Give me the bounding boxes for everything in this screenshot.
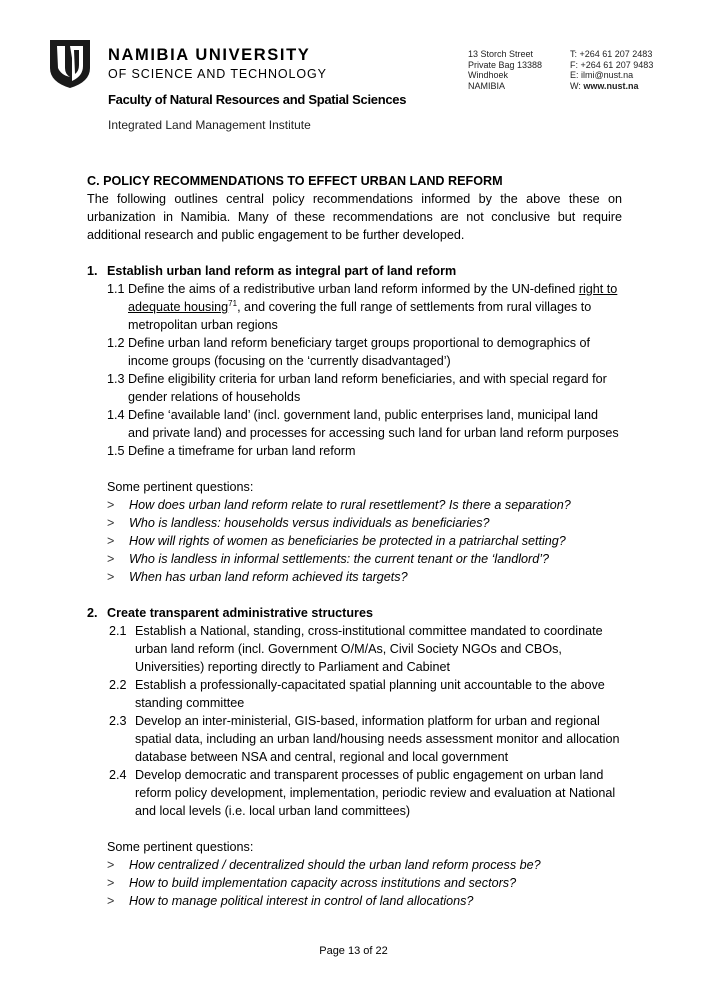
item-number: 2.2: [109, 678, 127, 692]
recommendation-list-2: [87, 622, 622, 820]
subsection-title: Establish urban land reform as integral part of land reform: [107, 264, 457, 278]
faculty-name: Faculty of Natural Resources and Spatial Sciences: [108, 92, 407, 107]
item-number: 1.3: [107, 372, 125, 386]
subsection-number: 1.: [87, 264, 98, 278]
list-item: [87, 622, 622, 676]
question-item: [87, 532, 622, 550]
item-number: 1.1: [107, 282, 125, 296]
question-text: How to build implementation capacity across institutions and sectors?: [129, 876, 517, 890]
page-number: Page 13 of 22: [319, 945, 388, 957]
address-line: Private Bag 13388: [468, 59, 543, 70]
bullet-marker: >: [107, 534, 115, 548]
section-intro: The following outlines central policy recommendations informed by the above these on urbanization in Namibia. Many of these recommendations are not conclusive but require additional research and public engagement to be further developed.: [87, 192, 622, 242]
contact-web-prefix: W:: [570, 80, 584, 91]
list-item: [87, 766, 622, 820]
bullet-marker: >: [107, 570, 115, 584]
address-line: 13 Storch Street: [468, 49, 534, 59]
question-item: [87, 514, 622, 532]
item-number: 2.4: [109, 768, 127, 782]
item-text: Develop an inter-ministerial, GIS-based, information platform for urban and regional spatial data, including an urban land/housing needs assessment monitor and allocation database between NSA and central, regional and local government: [135, 714, 620, 764]
question-text: How will rights of women as beneficiaries be protected in a patriarchal setting?: [129, 534, 566, 548]
address-block: [468, 49, 542, 91]
question-text: Who is landless in informal settlements: the current tenant or the ‘landlord’?: [129, 552, 550, 566]
list-item: [87, 370, 622, 406]
housing-reference-link: right to adequate housing: [128, 282, 618, 314]
questions-intro: Some pertinent questions:: [107, 480, 254, 494]
contact-block: [570, 49, 653, 91]
list-item: [87, 280, 622, 334]
contact-web-line: [570, 81, 653, 92]
item-text: Develop democratic and transparent processes of public engagement on urban land reform policy development, implementation, periodic review and evaluation at National and local levels (i.e. local urban land committees): [135, 768, 616, 818]
subsection-number: 2.: [87, 606, 98, 620]
list-item: [87, 334, 622, 370]
item-text: [128, 280, 622, 334]
section-heading: C. POLICY RECOMMENDATIONS TO EFFECT URBAN LAND REFORM: [87, 174, 503, 188]
list-item: [87, 442, 622, 460]
university-name: NAMIBIA UNIVERSITY: [108, 46, 311, 64]
question-item: [87, 550, 622, 568]
list-item: [87, 406, 622, 442]
item-number: 1.2: [107, 336, 125, 350]
list-item: [87, 712, 622, 766]
item-text: Establish a professionally-capacitated spatial planning unit accountable to the above standing committee: [135, 678, 605, 710]
item-text-part: Define the aims of a redistributive urban land reform informed by the UN-defined: [128, 282, 579, 296]
contact-fax: F: +264 61 207 9483: [570, 59, 654, 70]
bullet-marker: >: [107, 516, 115, 530]
list-item: [87, 676, 622, 712]
question-item: [87, 892, 622, 910]
recommendation-list-1: [87, 280, 622, 460]
question-text: When has urban land reform achieved its targets?: [129, 570, 408, 584]
question-text: How centralized / decentralized should the urban land reform process be?: [129, 858, 541, 872]
item-number: 2.3: [109, 714, 127, 728]
item-text: Establish a National, standing, cross-institutional committee mandated to coordinate urban land reform (incl. Government O/M/As, Civil Society NGOs and CBOs, Universities) reporting directly to Parliament and Cabinet: [135, 624, 603, 674]
bullet-marker: >: [107, 552, 115, 566]
item-text-part: , and covering the full range of settlements from rural villages to metropolitan urban regions: [128, 300, 592, 332]
question-item: [87, 568, 622, 586]
subsection-title: Create transparent administrative structures: [107, 606, 373, 620]
document-body: [87, 172, 622, 910]
footnote-marker: 71: [228, 298, 238, 308]
address-line: NAMIBIA: [468, 80, 506, 91]
subsection-heading-1: [87, 262, 622, 280]
item-number: 1.4: [107, 408, 125, 422]
question-item: [87, 496, 622, 514]
address-line: Windhoek: [468, 70, 509, 80]
subsection-heading-2: [87, 604, 622, 622]
contact-phone: T: +264 61 207 2483: [570, 49, 653, 59]
item-number: 2.1: [109, 624, 127, 638]
question-item: [87, 856, 622, 874]
item-text: Define ‘available land’ (incl. government land, public enterprises land, municipal land and private land) and processes for accessing such land for urban land reform purposes: [128, 408, 619, 440]
questions-intro: Some pertinent questions:: [107, 840, 254, 854]
item-number: 1.5: [107, 444, 125, 458]
bullet-marker: >: [107, 876, 115, 890]
bullet-marker: >: [107, 498, 115, 512]
institute-name: Integrated Land Management Institute: [108, 118, 311, 132]
question-text: How does urban land reform relate to rural resettlement? Is there a separation?: [129, 498, 571, 512]
university-logo: [46, 38, 94, 90]
question-text: How to manage political interest in control of land allocations?: [129, 894, 474, 908]
bullet-marker: >: [107, 894, 115, 908]
item-text: Define eligibility criteria for urban land reform beneficiaries, and with special regard for gender relations of households: [128, 372, 607, 404]
item-text: Define urban land reform beneficiary target groups proportional to demographics of income groups (focusing on the ‘currently disadvantaged’): [128, 336, 591, 368]
contact-email: E: ilmi@nust.na: [570, 70, 634, 80]
question-text: Who is landless: households versus individuals as beneficiaries?: [129, 516, 490, 530]
bullet-marker: >: [107, 858, 115, 872]
item-text: Define a timeframe for urban land reform: [128, 444, 356, 458]
question-item: [87, 874, 622, 892]
contact-web: www.nust.na: [583, 80, 639, 91]
university-subtitle: OF SCIENCE AND TECHNOLOGY: [108, 67, 327, 81]
